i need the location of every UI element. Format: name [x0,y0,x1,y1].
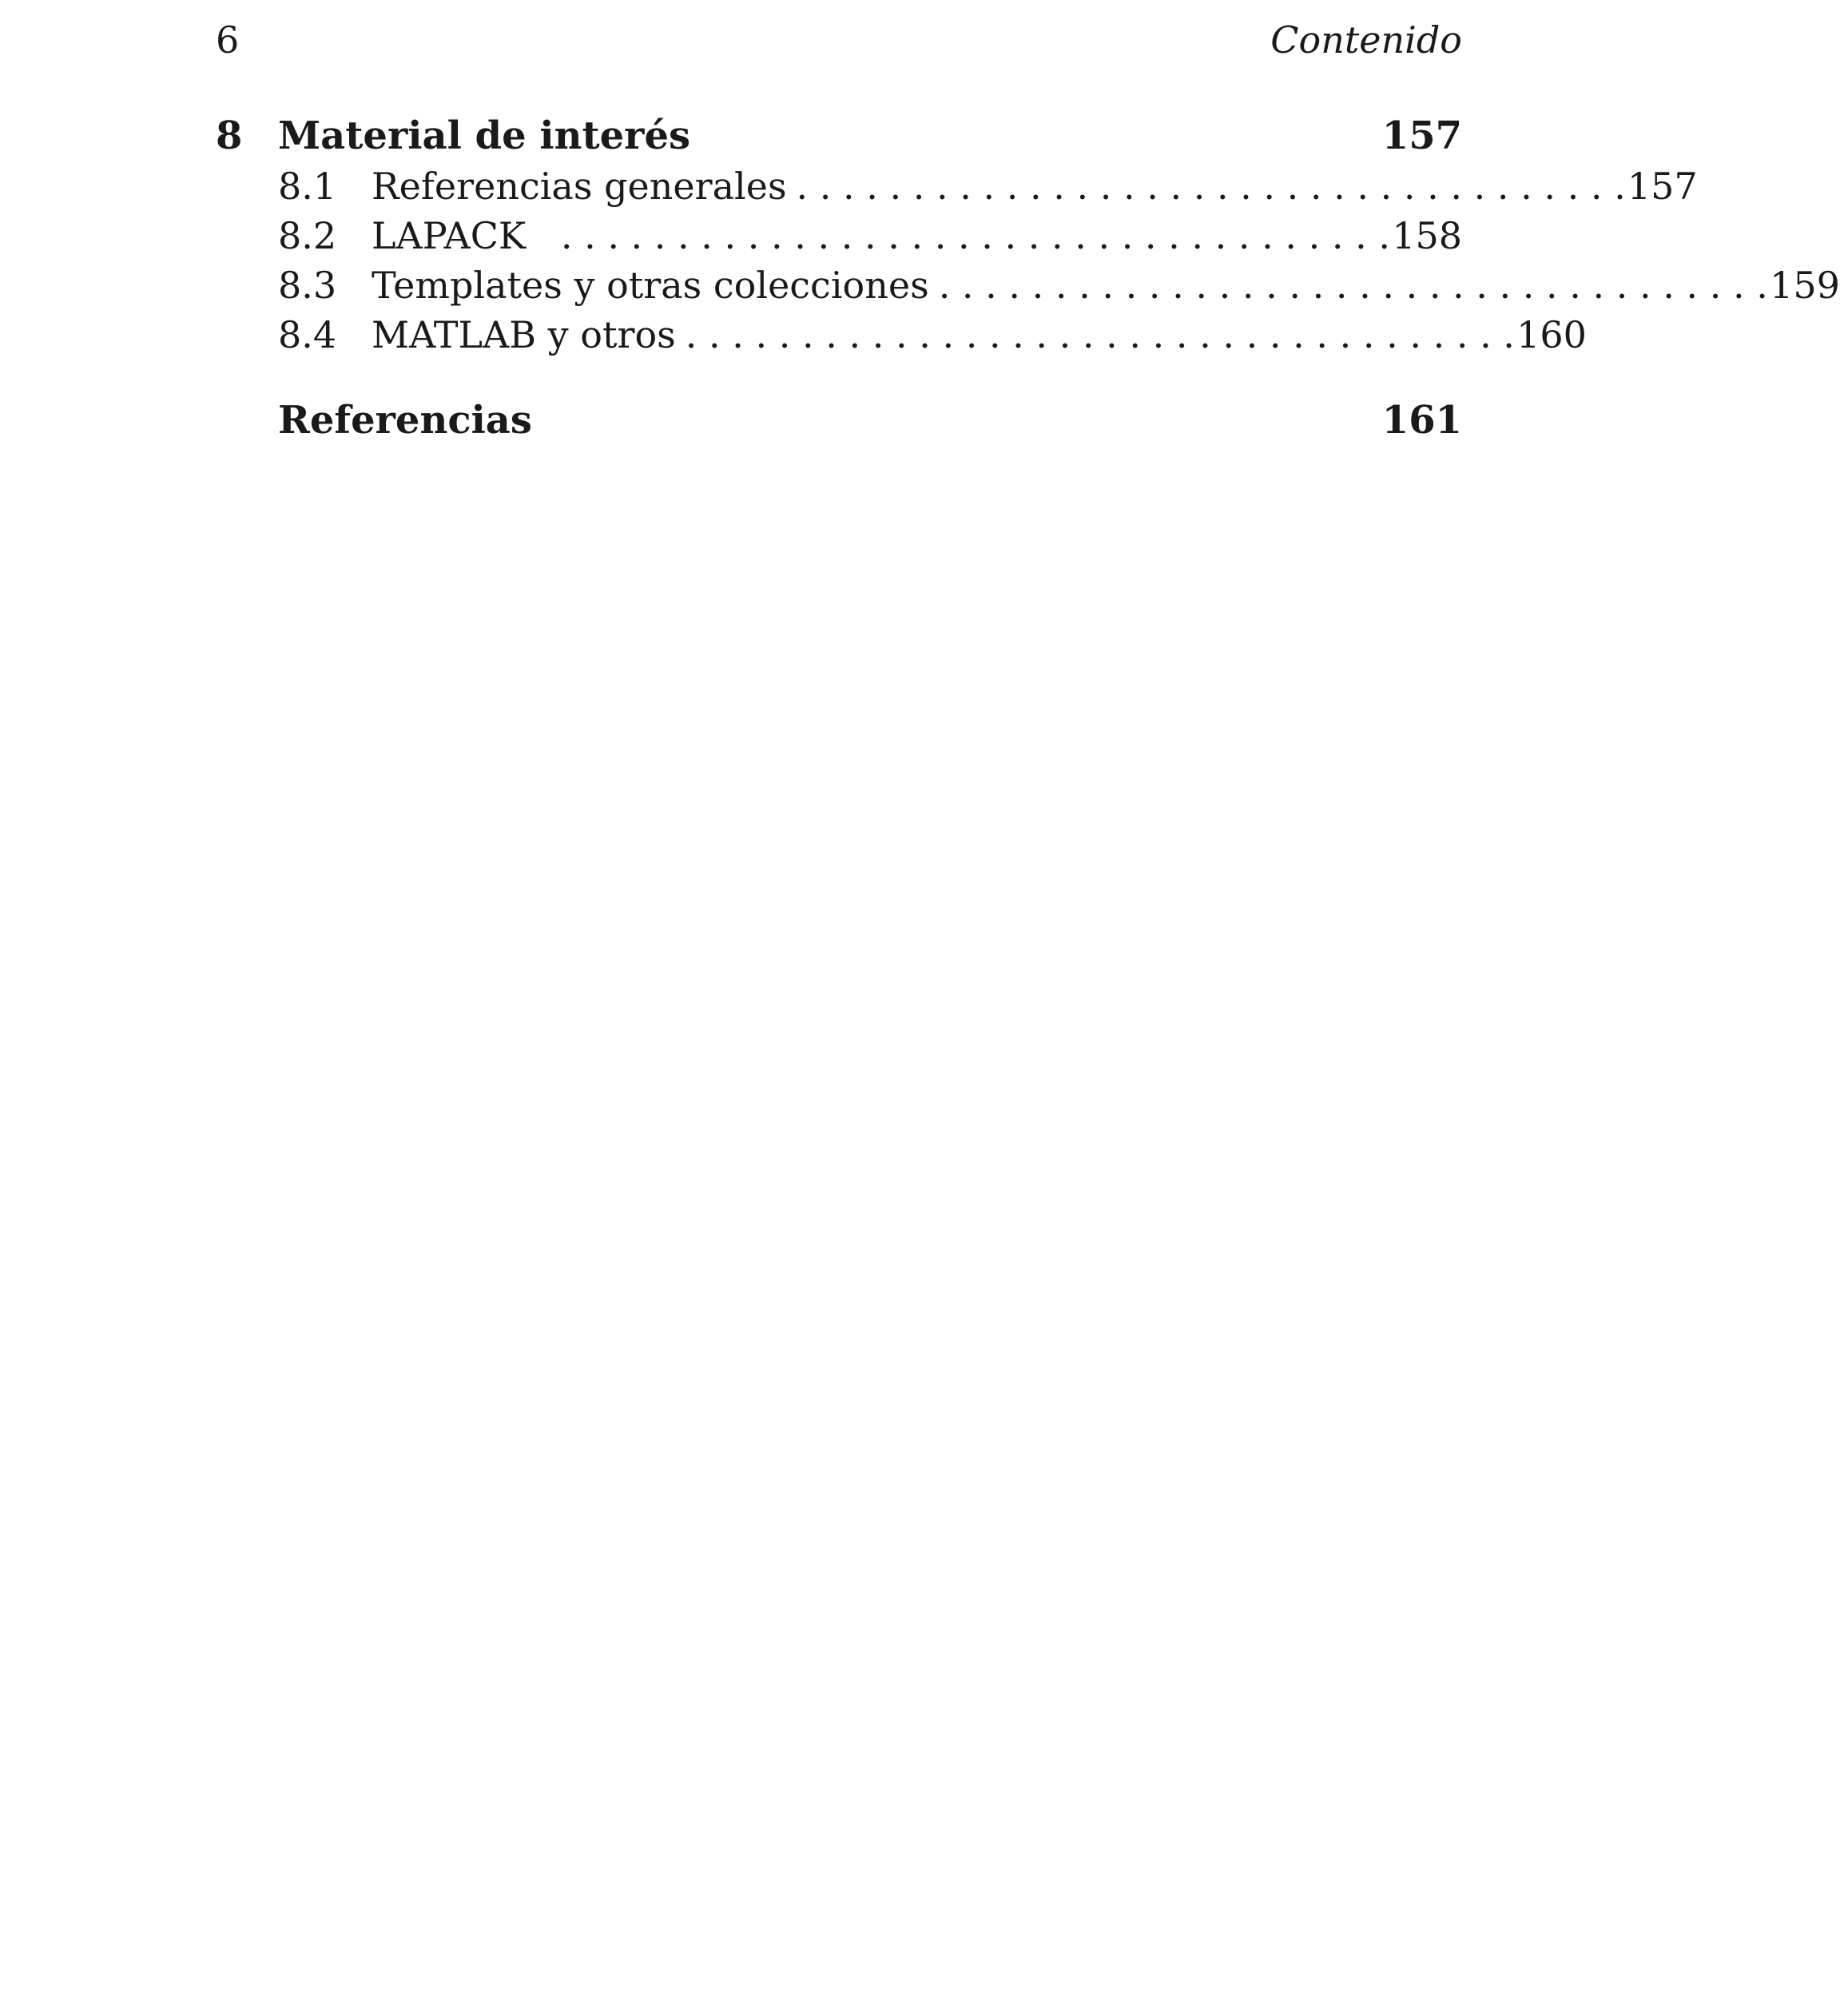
entry-title: LAPACK [372,214,527,257]
dot-leader: . . . . . . . . . . . . . . . . . . . . . . . . . . . . . . . . . . . . [560,214,1390,257]
toc-entry[interactable] [216,211,1462,260]
entry-page: 158 [1392,214,1462,257]
chapter-title: Material de interés [278,113,691,158]
table-of-contents [216,110,1840,446]
references-title: Referencias [278,398,532,443]
toc-entry[interactable] [216,260,1840,310]
running-head-section: Contenido [1270,18,1462,62]
references-page: 161 [1381,398,1462,443]
dot-leader: . . . . . . . . . . . . . . . . . . . . . . . . . . . . . . . . . . . . [938,264,1768,307]
entry-page: 160 [1516,313,1587,356]
entry-number: 8.4 [278,313,337,356]
dot-leader: . . . . . . . . . . . . . . . . . . . . . . . . . . . . . . . . . . . . [796,165,1626,208]
toc-references-entry[interactable] [216,395,1462,446]
toc-chapter-entry[interactable] [216,110,1462,161]
entry-title: Templates y otras colecciones [372,264,929,307]
entry-page: 159 [1770,264,1840,307]
entry-title: MATLAB y otros [372,313,676,356]
entry-page: 157 [1627,165,1698,208]
running-head [216,18,1462,62]
chapter-page: 157 [1381,113,1462,158]
entry-number: 8.1 [278,165,337,208]
entry-number: 8.3 [278,264,337,307]
entry-number: 8.2 [278,214,337,257]
chapter-number: 8 [216,113,243,158]
entry-title: Referencias generales [372,165,787,208]
toc-entry[interactable] [216,310,1587,360]
dot-leader: . . . . . . . . . . . . . . . . . . . . . . . . . . . . . . . . . . . . [685,313,1515,356]
page-number: 6 [216,18,240,62]
toc-entry[interactable] [216,161,1698,211]
